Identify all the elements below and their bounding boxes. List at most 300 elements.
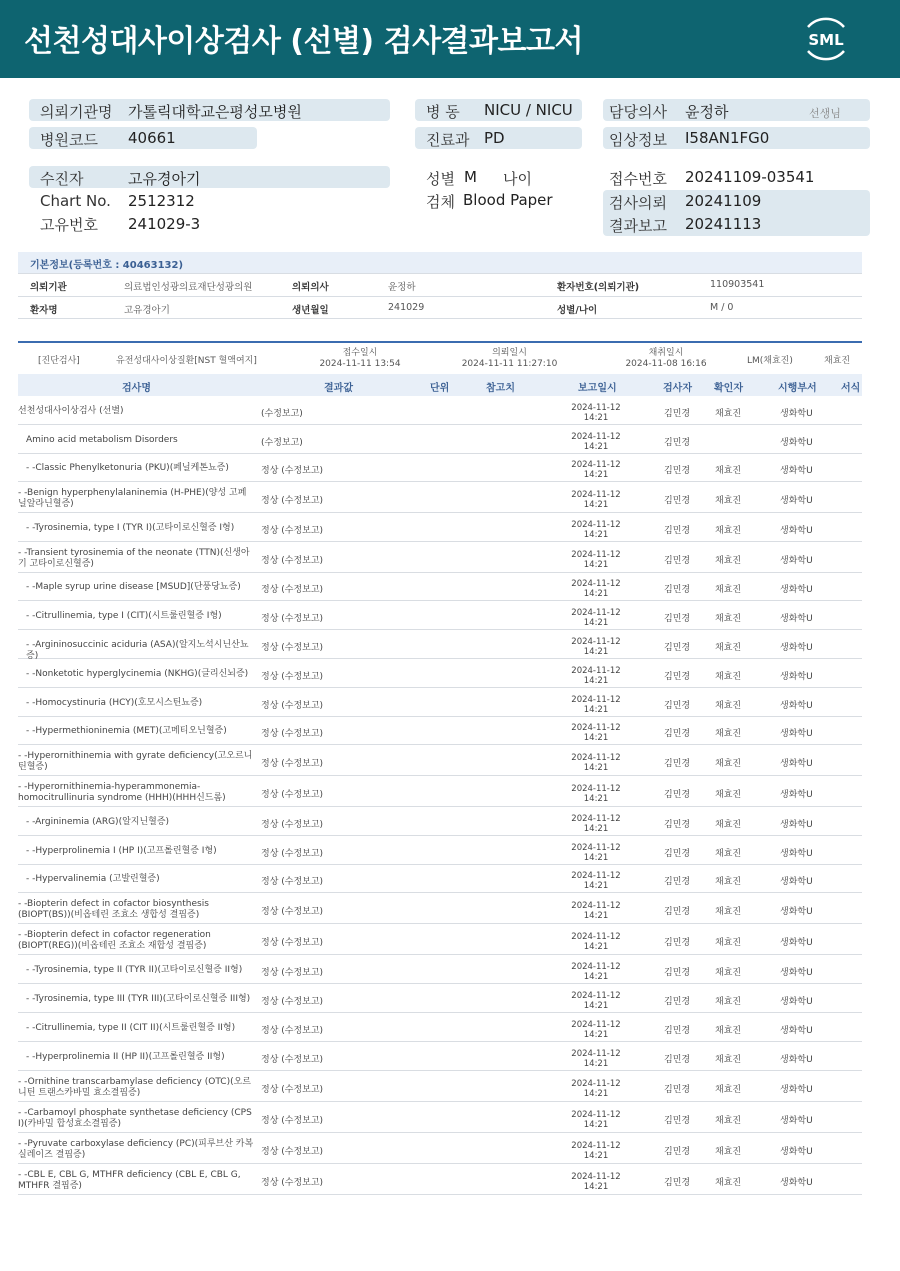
result-cell: 정상 (수정보고) [261,526,324,536]
examinee-value: 고유경아기 [128,170,201,188]
checker-cell: 채효진 [715,849,742,859]
table-row [18,924,862,955]
tester-cell: 김민경 [664,1026,691,1036]
col-tester: 검사자 [663,383,692,394]
ward-label: 병 동 [426,103,460,121]
checker-cell: 채효진 [715,1055,742,1065]
report-date: 2024-11-12 [571,579,621,589]
report-date: 2024-11-12 [571,871,621,881]
table-row [18,396,862,425]
sex-value: M [464,168,477,186]
report-time-cell [566,550,626,570]
dept-cell: 생화학U [780,968,813,978]
report-date: 2024-11-12 [571,991,621,1001]
report-date: 2024-11-12 [571,784,621,794]
report-time: 14:21 [583,824,609,834]
report-time-cell [566,1141,626,1161]
result-cell: 정상 (수정보고) [261,1085,324,1095]
summary-collected-label: 채취일시 [648,348,684,358]
table-row [18,573,862,601]
clinical-label: 임상정보 [609,131,667,149]
checker-cell: 채효진 [715,877,742,887]
report-date: 2024-11-12 [571,403,621,413]
checker-cell: 채효진 [715,968,742,978]
basic-key: 생년월일 [292,305,329,316]
result-cell: 정상 (수정보고) [261,496,324,506]
dept-cell: 생화학U [780,938,813,948]
checker-cell: 채효진 [715,614,742,624]
dept-cell: 생화학U [780,907,813,917]
test-name-cell: - -Maple syrup urine disease [MSUD](단풍당뇨증) [26,582,241,592]
report-time: 14:21 [583,618,609,628]
test-name-cell: - -CBL E, CBL G, MTHFR deficiency (CBL E, CBL G, MTHFR 결핍증) [18,1170,241,1191]
table-row [18,513,862,542]
basic-value: 고유경아기 [124,305,170,316]
report-date: 2024-11-12 [571,1049,621,1059]
test-name-cell: - -Hyperprolinemia II (HP II)(고프롤린혈증 II형) [26,1052,225,1062]
report-time-cell [566,1172,626,1192]
dept-cell: 생화학U [780,849,813,859]
doctor-suffix: 선생님 [809,107,841,120]
tester-cell: 김민경 [664,438,691,448]
report-date: 2024-11-12 [571,1020,621,1030]
table-row [18,745,862,776]
col-result: 결과값 [324,383,353,394]
report-time-cell [566,490,626,510]
checker-cell: 채효진 [715,526,742,536]
table-row [18,425,862,454]
results-table-header [18,374,862,396]
test-name-cell: Amino acid metabolism Disorders [26,435,178,445]
ward-value: NICU / NICU [484,101,573,119]
hospital-code-value: 40661 [128,129,176,147]
tester-cell: 김민경 [664,701,691,711]
table-row [18,659,862,688]
test-summary-row [18,341,862,373]
report-time-cell [566,991,626,1011]
dept-cell: 생화학U [780,1055,813,1065]
basic-info-row [18,296,862,319]
dept-cell: 생화학U [780,759,813,769]
checker-cell: 채효진 [715,820,742,830]
basic-key: 의뢰의사 [292,282,329,293]
checker-cell: 채효진 [715,1026,742,1036]
test-name-cell: - -Homocystinuria (HCY)(호모시스틴뇨증) [26,698,203,708]
report-time-cell [566,784,626,804]
chart-label: Chart No. [40,192,111,210]
test-name-cell: - -Tyrosinemia, type II (TYR II)(고타이로신혈증 II형) [26,965,243,975]
report-time: 14:21 [583,1182,609,1192]
unique-value: 241029-3 [128,215,201,233]
request-label: 검사의뢰 [609,194,667,212]
report-time-cell [566,753,626,773]
report-time: 14:21 [583,705,609,715]
tester-cell: 김민경 [664,938,691,948]
test-name-cell: - -Transient tyrosinemia of the neonate (TTN)(신생아기 고타이로신혈증) [18,548,250,569]
test-name-cell: - -Hyperornithinemia with gyrate deficiency(고오르니틴혈증) [18,751,253,772]
summary-received-label: 접수일시 [342,348,378,358]
col-reference: 참고치 [486,383,515,394]
tester-cell: 김민경 [664,820,691,830]
summary-requested-label: 의뢰일시 [492,348,527,358]
report-date: 2024-11-12 [571,814,621,824]
institution-label: 의뢰기관명 [40,103,113,121]
report-time-cell [566,1049,626,1069]
dept-cell: 생화학U [780,672,813,682]
report-time: 14:21 [583,881,609,891]
receipt-label: 접수번호 [609,170,667,188]
dept-cell: 생화학U [780,614,813,624]
report-date: 2024-11-12 [571,666,621,676]
report-time-cell [566,723,626,743]
summary-test-name: 유전성대사이상질환[NST 혈액여지] [116,356,257,366]
report-time: 14:21 [583,676,609,686]
basic-info-table [18,252,862,319]
summary-received-value: 2024-11-11 13:54 [319,359,401,369]
table-row [18,893,862,924]
clinical-value: I58AN1FG0 [685,129,770,147]
tester-cell: 김민경 [664,409,691,419]
tester-cell: 김민경 [664,1178,691,1188]
tester-cell: 김민경 [664,614,691,624]
report-date: 2024-11-12 [571,1141,621,1151]
report-time: 14:21 [583,733,609,743]
test-name-cell: - -Classic Phenylketonuria (PKU)(페닐케톤뇨증) [26,463,229,473]
table-row [18,1042,862,1071]
report-time: 14:21 [583,942,609,952]
table-row [18,984,862,1013]
checker-cell: 채효진 [715,907,742,917]
table-row [18,630,862,659]
report-time-cell [566,871,626,891]
tester-cell: 김민경 [664,526,691,536]
checker-cell: 채효진 [715,997,742,1007]
tester-cell: 김민경 [664,1116,691,1126]
basic-value: M / 0 [710,302,734,313]
report-date: 2024-11-12 [571,1172,621,1182]
dept-cell: 생화학U [780,790,813,800]
result-cell: 정상 (수정보고) [261,729,324,739]
result-cell: 정상 (수정보고) [261,907,324,917]
report-time: 14:21 [583,589,609,599]
table-row [18,1071,862,1102]
summary-signer: 채효진 [824,356,851,366]
result-cell: 정상 (수정보고) [261,1178,324,1188]
result-cell: (수정보고) [261,438,303,448]
results-table-body [18,396,862,1195]
result-cell: 정상 (수정보고) [261,997,324,1007]
report-time: 14:21 [583,1151,609,1161]
report-time-cell [566,1110,626,1130]
specimen-label: 검체 [426,193,455,211]
report-time: 14:21 [583,1001,609,1011]
col-name: 검사명 [122,383,151,394]
table-row [18,482,862,513]
tester-cell: 김민경 [664,1085,691,1095]
result-cell: 정상 (수정보고) [261,701,324,711]
dept-cell: 생화학U [780,997,813,1007]
checker-cell: 채효진 [715,759,742,769]
report-date: 2024-11-12 [571,490,621,500]
report-time: 14:21 [583,794,609,804]
table-row [18,1164,862,1195]
tester-cell: 김민경 [664,643,691,653]
checker-cell: 채효진 [715,1116,742,1126]
report-date: 2024-11-12 [571,550,621,560]
test-name-cell: - -Citrullinemia, type I (CIT)(시트룰린혈증 I형) [26,611,222,621]
basic-key: 의뢰기관 [30,282,67,293]
basic-key: 환자번호(의뢰기관) [557,282,640,293]
table-row [18,542,862,573]
summary-received [300,348,420,370]
report-time: 14:21 [583,1059,609,1069]
checker-cell: 채효진 [715,672,742,682]
table-row [18,688,862,717]
table-row [18,836,862,865]
basic-key: 환자명 [30,305,58,316]
dept-cell: 생화학U [780,1116,813,1126]
report-time: 14:21 [583,853,609,863]
chart-value: 2512312 [128,192,195,210]
report-date: 2024-11-12 [571,460,621,470]
test-name-cell: - -Nonketotic hyperglycinemia (NKHG)(글리신뇌증) [26,669,249,679]
dept-cell: 생화학U [780,1178,813,1188]
report-date: 2024-11-12 [571,1110,621,1120]
test-name-cell: 선천성대사이상검사 (선별) [18,406,124,416]
dept-cell: 생화학U [780,526,813,536]
dept-cell: 생화학U [780,466,813,476]
result-cell: 정상 (수정보고) [261,643,324,653]
dept-cell: 생화학U [780,820,813,830]
test-name-cell: - -Carbamoyl phosphate synthetase deficiency (CPS I)(카바밀 합성효소결핍증) [18,1108,252,1129]
report-time: 14:21 [583,500,609,510]
table-row [18,776,862,807]
report-date: 2024-11-12 [571,962,621,972]
checker-cell: 채효진 [715,729,742,739]
report-date: 2024-11-12 [571,932,621,942]
table-row [18,717,862,745]
result-cell: 정상 (수정보고) [261,672,324,682]
result-cell: 정상 (수정보고) [261,877,324,887]
dept-cell: 생화학U [780,729,813,739]
basic-value: 윤정하 [388,282,416,293]
checker-cell: 채효진 [715,1085,742,1095]
checker-cell: 채효진 [715,643,742,653]
dept-cell: 생화학U [780,701,813,711]
result-cell: 정상 (수정보고) [261,1116,324,1126]
tester-cell: 김민경 [664,877,691,887]
tester-cell: 김민경 [664,849,691,859]
age-label: 나이 [503,170,532,188]
report-time: 14:21 [583,560,609,570]
checker-cell: 채효진 [715,466,742,476]
basic-value: 110903541 [710,279,765,290]
result-cell: 정상 (수정보고) [261,938,324,948]
checker-cell: 채효진 [715,496,742,506]
report-time-cell [566,460,626,480]
dept-value: PD [484,129,505,147]
report-value: 20241113 [685,215,762,233]
logo-text: SML [808,31,844,49]
test-name-cell: - -Tyrosinemia, type III (TYR III)(고타이로신혈증 III형) [26,994,251,1004]
tester-cell: 김민경 [664,585,691,595]
hospital-code-label: 병원코드 [40,131,98,149]
report-time-cell [566,432,626,452]
basic-value: 241029 [388,302,425,313]
summary-lm: LM(채효진) [747,356,793,366]
report-date: 2024-11-12 [571,637,621,647]
table-row [18,955,862,984]
report-time: 14:21 [583,1120,609,1130]
receipt-value: 20241109-03541 [685,168,815,186]
result-cell: 정상 (수정보고) [261,466,324,476]
report-time-cell [566,666,626,686]
basic-info-heading: 기본정보(등록번호 : 40463132) [18,252,862,273]
tester-cell: 김민경 [664,1055,691,1065]
tester-cell: 김민경 [664,968,691,978]
col-unit: 단위 [430,383,450,394]
report-time: 14:21 [583,1030,609,1040]
test-name-cell: - -Hypervalinemia (고발린혈증) [26,874,160,884]
checker-cell: 채효진 [715,409,742,419]
report-time-cell [566,901,626,921]
report-time-cell [566,608,626,628]
tester-cell: 김민경 [664,1147,691,1157]
tester-cell: 김민경 [664,907,691,917]
report-date: 2024-11-12 [571,1079,621,1089]
report-header [0,0,900,78]
test-name-cell: - -Ornithine transcarbamylase deficiency (OTC)(오르니틴 트랜스카바밀 효소결핍증) [18,1077,252,1098]
sex-label: 성별 [426,170,455,188]
checker-cell: 채효진 [715,1147,742,1157]
result-cell: 정상 (수정보고) [261,820,324,830]
institution-value: 가톨릭대학교은평성모병원 [128,103,302,121]
col-report-time: 보고일시 [578,383,617,394]
tester-cell: 김민경 [664,672,691,682]
table-row [18,865,862,893]
tester-cell: 김민경 [664,466,691,476]
table-row [18,1013,862,1042]
report-date: 2024-11-12 [571,520,621,530]
tester-cell: 김민경 [664,496,691,506]
checker-cell: 채효진 [715,1178,742,1188]
test-name-cell: - -Hypermethioninemia (MET)(고메티오닌혈증) [26,726,227,736]
test-name-cell: - -Benign hyperphenylalaninemia (H-PHE)(양성 고페닐알라닌혈증) [18,488,247,509]
report-time-cell [566,403,626,423]
report-time-cell [566,843,626,863]
report-time-cell [566,520,626,540]
summary-collected [606,348,726,370]
tester-cell: 김민경 [664,997,691,1007]
test-name-cell: - -Biopterin defect in cofactor biosynthesis (BIOPT(BS))(비옵테린 조효소 생합성 결핍증) [18,899,209,920]
report-time: 14:21 [583,413,609,423]
result-cell: 정상 (수정보고) [261,614,324,624]
dept-cell: 생화학U [780,585,813,595]
result-cell: 정상 (수정보고) [261,759,324,769]
test-name-cell: - -Tyrosinemia, type I (TYR I)(고타이로신혈증 I형) [26,523,235,533]
result-cell: 정상 (수정보고) [261,968,324,978]
dept-cell: 생화학U [780,438,813,448]
tester-cell: 김민경 [664,790,691,800]
test-name-cell: - -Hyperornithinemia-hyperammonemia-homocitrullinuria syndrome (HHH)(HHH신드롬) [18,782,226,803]
test-name-cell: - -Citrullinemia, type II (CIT II)(시트룰린혈증 II형) [26,1023,236,1033]
test-name-cell: - -Argininemia (ARG)(알지닌혈증) [26,817,170,827]
report-label: 결과보고 [609,217,667,235]
table-row [18,807,862,836]
dept-label: 진료과 [426,131,470,149]
result-cell: 정상 (수정보고) [261,585,324,595]
dept-cell: 생화학U [780,496,813,506]
report-time: 14:21 [583,763,609,773]
report-time: 14:21 [583,530,609,540]
request-value: 20241109 [685,192,762,210]
report-time-cell [566,932,626,952]
report-time: 14:21 [583,442,609,452]
dept-cell: 생화학U [780,643,813,653]
sml-logo-icon [800,13,852,65]
test-name-cell: - -Biopterin defect in cofactor regeneration (BIOPT(REG))(비옵테린 조효소 재합성 결핍증) [18,930,211,951]
result-cell: 정상 (수정보고) [261,556,324,566]
report-date: 2024-11-12 [571,901,621,911]
result-cell: 정상 (수정보고) [261,790,324,800]
report-time-cell [566,814,626,834]
report-date: 2024-11-12 [571,432,621,442]
tester-cell: 김민경 [664,556,691,566]
table-row [18,1102,862,1133]
examinee-label: 수진자 [40,170,84,188]
report-date: 2024-11-12 [571,843,621,853]
report-time-cell [566,579,626,599]
dept-cell: 생화학U [780,1026,813,1036]
doctor-value: 윤정하 [685,103,729,121]
test-name-cell: - -Pyruvate carboxylase deficiency (PC)(피루브산 카복실레이즈 결핍증) [18,1139,254,1160]
basic-info-row [18,273,862,296]
report-date: 2024-11-12 [571,695,621,705]
basic-value: 의료법인성광의료재단성광의원 [124,282,253,293]
table-row [18,1133,862,1164]
report-time-cell [566,695,626,715]
report-time: 14:21 [583,972,609,982]
unique-label: 고유번호 [40,216,98,234]
result-cell: (수정보고) [261,409,303,419]
result-cell: 정상 (수정보고) [261,1147,324,1157]
report-time-cell [566,962,626,982]
report-date: 2024-11-12 [571,723,621,733]
col-dept: 시행부서 [778,383,817,394]
checker-cell: 채효진 [715,938,742,948]
report-time: 14:21 [583,1089,609,1099]
checker-cell: 채효진 [715,556,742,566]
specimen-value: Blood Paper [463,191,553,209]
result-cell: 정상 (수정보고) [261,849,324,859]
summary-requested [442,348,577,370]
report-time: 14:21 [583,470,609,480]
result-cell: 정상 (수정보고) [261,1026,324,1036]
result-cell: 정상 (수정보고) [261,1055,324,1065]
summary-requested-value: 2024-11-11 11:27:10 [461,359,558,369]
col-format: 서식 [841,383,861,394]
dept-cell: 생화학U [780,877,813,887]
report-date: 2024-11-12 [571,753,621,763]
basic-key: 성별/나이 [557,305,598,316]
dept-cell: 생화학U [780,1147,813,1157]
tester-cell: 김민경 [664,729,691,739]
report-title: 선천성대사이상검사 (선별) 검사결과보고서 [24,24,583,59]
report-time-cell [566,637,626,657]
report-date: 2024-11-12 [571,608,621,618]
tester-cell: 김민경 [664,759,691,769]
report-time: 14:21 [583,647,609,657]
